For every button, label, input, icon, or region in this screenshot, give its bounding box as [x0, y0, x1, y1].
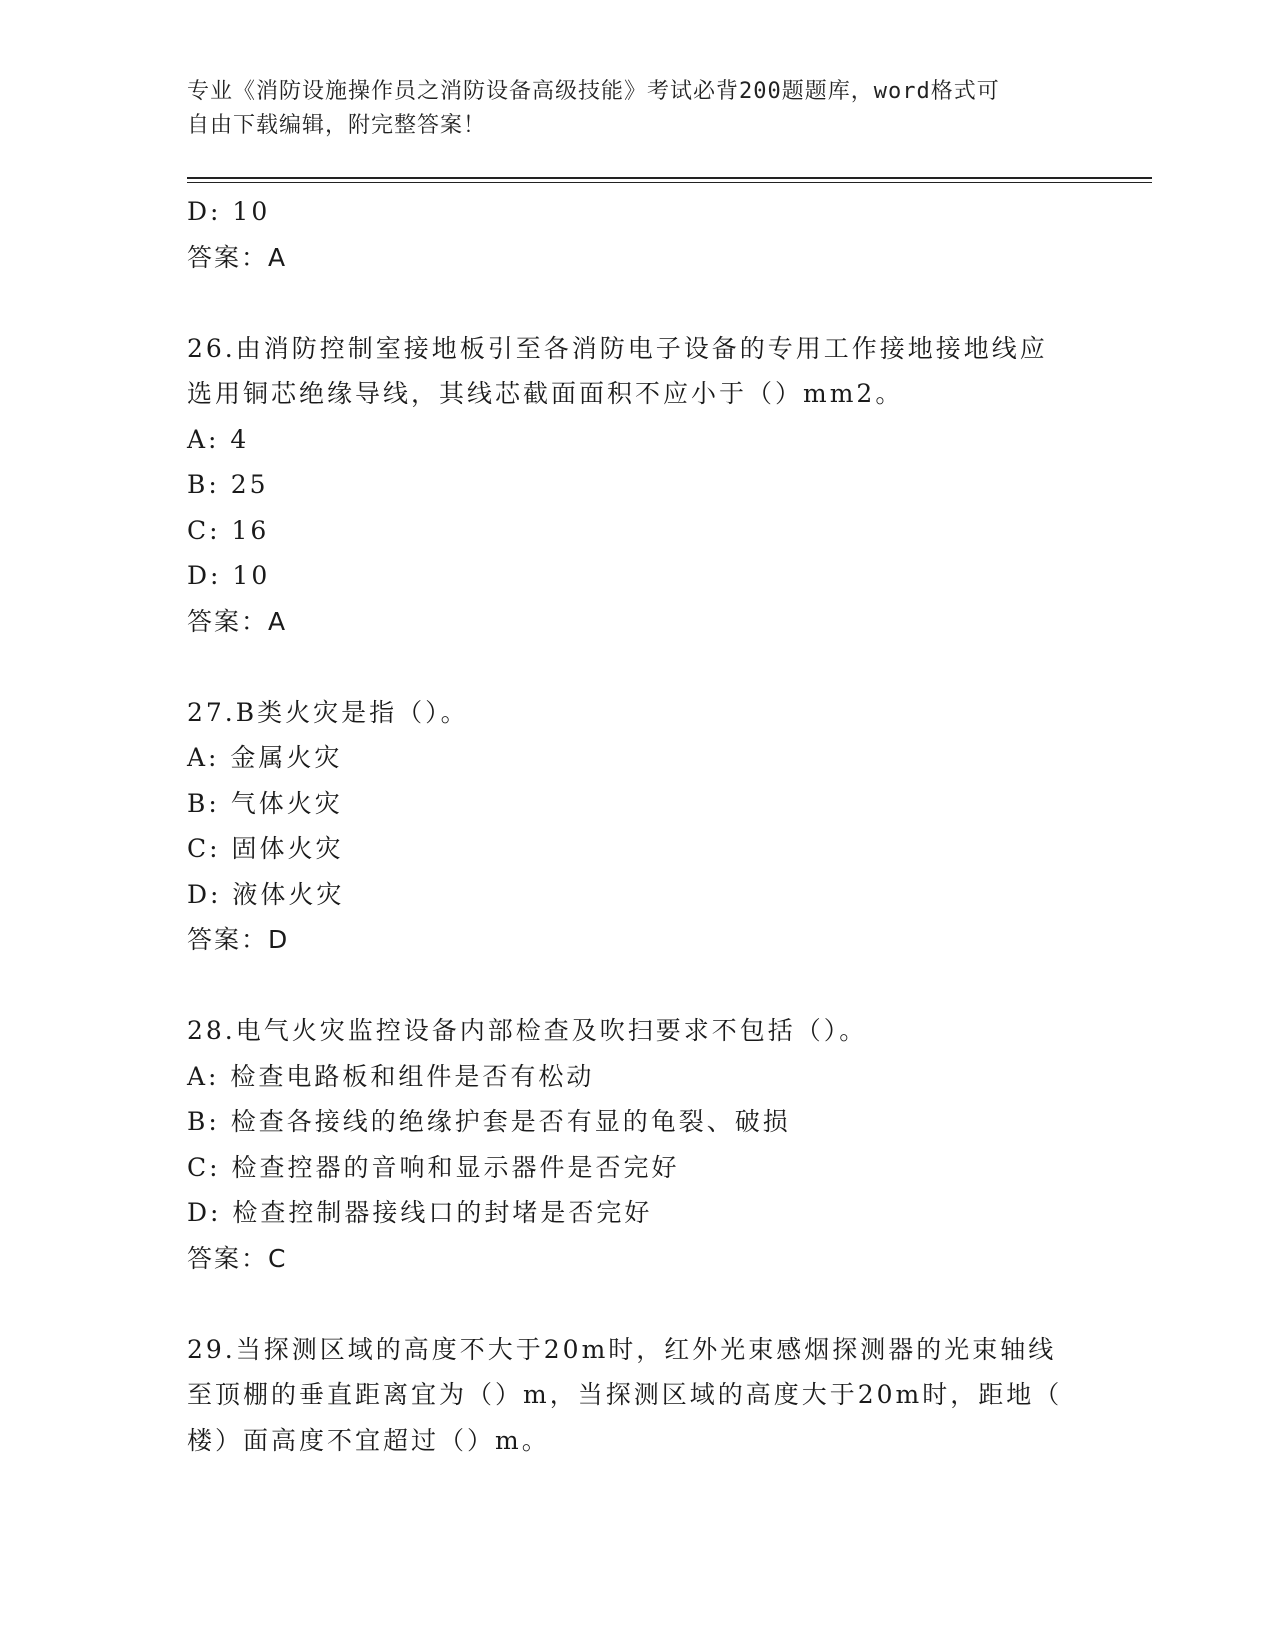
option-d: D: 液体火灾 [187, 879, 345, 909]
question-text-line: 27.B类火灾是指（）。 [187, 697, 469, 727]
page-header [187, 75, 1087, 143]
option-b: B: 检查各接线的绝缘护套是否有显的龟裂、破损 [187, 1107, 791, 1136]
option-c: C: 检查控器的音响和显示器件是否完好 [187, 1152, 680, 1182]
question-text-line: 29.当探测区域的高度不大于20m时，红外光束感烟探测器的光束轴线 [187, 1334, 1057, 1364]
question-block-29 [187, 1327, 1087, 1464]
header-divider-thin [187, 182, 1152, 183]
question-text-line: 26.由消防控制室接地板引至各消防电子设备的专用工作接地接地线应 [187, 333, 1048, 363]
question-text-line: 至顶棚的垂直距离宜为（）m，当探测区域的高度大于20m时，距地（ [187, 1380, 1063, 1409]
option-a: A: 金属火灾 [187, 743, 343, 772]
spacer [187, 280, 1087, 326]
question-block-27 [187, 690, 1087, 963]
question-block-28 [187, 1008, 1087, 1281]
header-divider-thick [187, 177, 1152, 179]
prev-answer: 答案：A [187, 242, 288, 272]
header-line-1: 专业《消防设施操作员之消防设备高级技能》考试必背200题题库，word格式可 [187, 79, 1000, 104]
option-b: B: 25 [187, 470, 269, 499]
question-text-line: 楼）面高度不宜超过（）m。 [187, 1425, 550, 1455]
option-c: C: 16 [187, 515, 270, 545]
header-line-2: 自由下载编辑，附完整答案！ [187, 113, 487, 138]
option-b: B: 气体火灾 [187, 788, 343, 818]
option-d: D: 检查控制器接线口的封堵是否完好 [187, 1198, 653, 1227]
prev-option-d: D: 10 [187, 197, 271, 226]
question-text-line: 选用铜芯绝缘导线，其线芯截面面积不应小于（）mm2。 [187, 379, 904, 408]
option-c: C: 固体火灾 [187, 834, 344, 863]
spacer [187, 963, 1087, 1009]
option-a: A: 4 [187, 424, 250, 454]
answer-label: 答案：A [187, 606, 288, 636]
answer-label: 答案：D [187, 925, 290, 954]
option-a: A: 检查电路板和组件是否有松动 [187, 1061, 595, 1091]
option-d: D: 10 [187, 561, 271, 590]
answer-label: 答案：C [187, 1243, 288, 1273]
question-text-line: 28.电气火灾监控设备内部检查及吹扫要求不包括（）。 [187, 1016, 868, 1045]
question-content [187, 189, 1087, 1463]
spacer [187, 1281, 1087, 1327]
spacer [187, 644, 1087, 690]
question-block-26 [187, 326, 1087, 645]
